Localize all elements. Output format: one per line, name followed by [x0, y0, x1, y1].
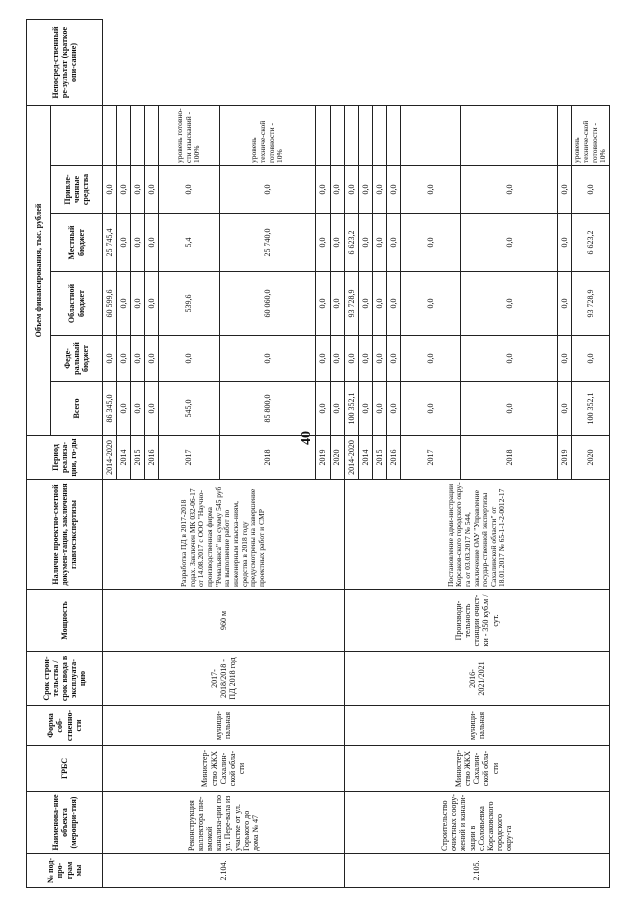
period-cell: 2014-2020 — [344, 436, 358, 480]
period-cell: 2019 — [558, 436, 572, 480]
attracted-cell: 0,0 — [117, 166, 131, 214]
total-cell: 0,0 — [358, 382, 372, 436]
object-docs: Постановление адми-нистрации Корсаков-ского городского окру-га от 03.03.2017 № 544, заключение ОАУ "Управление государ-ственной экспертизы Сахалинской области" от 18.01.2017 № 65-1-1-2-0012-17 — [344, 480, 609, 590]
total-cell: 0,0 — [316, 382, 330, 436]
period-cell: 2014 — [358, 436, 372, 480]
regional-cell: 93 728,9 — [344, 272, 358, 336]
header-num: № под-про-грам мы — [27, 854, 103, 888]
page-number: 40 — [299, 431, 314, 445]
object-number: 2.105. — [344, 854, 609, 888]
local-cell: 0,0 — [330, 214, 344, 272]
total-cell: 0,0 — [330, 382, 344, 436]
object-grbs: Министер-ство ЖКХ Сахалин-ской обла-сти — [103, 746, 345, 792]
local-cell: 5,4 — [159, 214, 219, 272]
period-cell: 2020 — [330, 436, 344, 480]
object-ownership: муници-пальная — [103, 706, 345, 746]
regional-cell: 0,0 — [461, 272, 558, 336]
object-name: Строительство очистных соору-жений и канали-зации в с.Соловьевка Корсаковского городского окру-га — [344, 792, 609, 854]
period-cell: 2017 — [159, 436, 219, 480]
header-attracted: Привле-ченные средства — [51, 166, 103, 214]
period-cell: 2016 — [386, 436, 400, 480]
period-cell: 2020 — [572, 436, 610, 480]
header-name: Наименова-ние объекта (меропри-тия) — [27, 792, 103, 854]
total-cell: 85 800,0 — [219, 382, 316, 436]
result-cell — [103, 106, 117, 166]
total-cell: 0,0 — [372, 382, 386, 436]
object-docs: Разработка ПД в 2017-2018 годах. Заключен МК 032-06-17 от 14.08.2017 с ООО "Научно-производственная фирма "Ремальянса" на сумму 545 руб на выполнение работ по инженерным изыска-ниям, средства в 2018 году предусмотрены на завершение проектных работ и СМР — [103, 480, 345, 590]
regional-cell: 0,0 — [145, 272, 159, 336]
regional-cell: 0,0 — [131, 272, 145, 336]
header-term: Срок строи-тельства / срок ввода в эксплуата-цию — [27, 652, 103, 706]
object-capacity: Производи-тельность станции очист-ки - 350 куб.м /сут. — [344, 590, 609, 652]
header-federal: Феде-ральный бюджет — [51, 336, 103, 382]
federal-cell: 0,0 — [103, 336, 117, 382]
attracted-cell: 0,0 — [386, 166, 400, 214]
period-cell: 2019 — [316, 436, 330, 480]
header-docs: Наличие проектно-сметной докумен-тации, заключения главгосэкспертизы — [27, 480, 103, 590]
regional-cell: 60 060,0 — [219, 272, 316, 336]
result-cell — [344, 106, 358, 166]
period-cell: 2016 — [145, 436, 159, 480]
total-cell: 86 345,0 — [103, 382, 117, 436]
regional-cell: 0,0 — [386, 272, 400, 336]
attracted-cell: 0,0 — [558, 166, 572, 214]
attracted-cell: 0,0 — [159, 166, 219, 214]
attracted-cell: 0,0 — [372, 166, 386, 214]
header-total: Всего — [51, 382, 103, 436]
period-cell: 2018 — [461, 436, 558, 480]
federal-cell: 0,0 — [372, 336, 386, 382]
total-cell: 545,0 — [159, 382, 219, 436]
federal-cell: 0,0 — [131, 336, 145, 382]
result-cell — [401, 106, 461, 166]
object-number: 2.104. — [103, 854, 345, 888]
object-capacity: 960 м — [103, 590, 345, 652]
total-cell: 0,0 — [117, 382, 131, 436]
federal-cell: 0,0 — [145, 336, 159, 382]
result-cell — [358, 106, 372, 166]
result-cell: уровень техниче-ской готовности - 10% — [572, 106, 610, 166]
total-cell: 0,0 — [401, 382, 461, 436]
result-cell — [145, 106, 159, 166]
rotated-table-wrapper — [26, 20, 610, 888]
period-cell: 2017 — [401, 436, 461, 480]
object-ownership: муници-пальная — [344, 706, 609, 746]
federal-cell: 0,0 — [461, 336, 558, 382]
local-cell: 25 740,0 — [219, 214, 316, 272]
local-cell: 0,0 — [386, 214, 400, 272]
regional-cell: 0,0 — [401, 272, 461, 336]
object-name: Реконструкция коллектора пне-вмокой канализа-ции по ул. Пере-вала из участке от ул. Горького до дома № 47 — [103, 792, 345, 854]
federal-cell: 0,0 — [344, 336, 358, 382]
attracted-cell: 0,0 — [316, 166, 330, 214]
header-capacity: Мощность — [27, 590, 103, 652]
total-cell: 0,0 — [131, 382, 145, 436]
total-cell: 100 352,1 — [572, 382, 610, 436]
federal-cell: 0,0 — [386, 336, 400, 382]
table-header — [27, 20, 103, 888]
federal-cell: 0,0 — [117, 336, 131, 382]
attracted-cell: 0,0 — [131, 166, 145, 214]
attracted-cell: 0,0 — [401, 166, 461, 214]
header-volume-group: Объем финансирования, тыс. рублей — [27, 106, 51, 436]
federal-cell: 0,0 — [358, 336, 372, 382]
federal-cell: 0,0 — [572, 336, 610, 382]
header-period: Период реализа-ции, го-ды — [27, 436, 103, 480]
object-term: 2016-2021/2021 — [344, 652, 609, 706]
financing-table — [26, 19, 610, 888]
result-cell — [558, 106, 572, 166]
total-cell: 0,0 — [558, 382, 572, 436]
total-cell: 0,0 — [145, 382, 159, 436]
result-cell: уровень техниче-ской готовности - 10% — [219, 106, 316, 166]
attracted-cell: 0,0 — [344, 166, 358, 214]
federal-cell: 0,0 — [558, 336, 572, 382]
local-cell: 0,0 — [145, 214, 159, 272]
local-cell: 25 745,4 — [103, 214, 117, 272]
header-regional: Областной бюджет — [51, 272, 103, 336]
period-cell: 2015 — [131, 436, 145, 480]
object-grbs: Министер-ство ЖКХ Сахалин-ской обла-сти — [344, 746, 609, 792]
total-cell: 100 352,1 — [344, 382, 358, 436]
attracted-cell: 0,0 — [103, 166, 117, 214]
table-row — [344, 20, 358, 888]
result-cell: уровень готовно-сти изысканий - 100% — [159, 106, 219, 166]
header-grbs: ГРБС — [27, 746, 103, 792]
attracted-cell: 0,0 — [572, 166, 610, 214]
period-cell: 2018 — [219, 436, 316, 480]
regional-cell: 539,6 — [159, 272, 219, 336]
local-cell: 0,0 — [316, 214, 330, 272]
regional-cell: 0,0 — [117, 272, 131, 336]
result-cell — [330, 106, 344, 166]
result-cell — [117, 106, 131, 166]
period-cell: 2014 — [117, 436, 131, 480]
regional-cell: 93 728,9 — [572, 272, 610, 336]
local-cell: 0,0 — [372, 214, 386, 272]
header-ownership: Форма соб-ственно-сти — [27, 706, 103, 746]
local-cell: 0,0 — [117, 214, 131, 272]
table-body — [103, 20, 610, 888]
local-cell: 0,0 — [131, 214, 145, 272]
regional-cell: 0,0 — [330, 272, 344, 336]
federal-cell: 0,0 — [219, 336, 316, 382]
header-local: Местный бюджет — [51, 214, 103, 272]
object-term: 2017-2018/2018 - ПД 2018 год — [103, 652, 345, 706]
federal-cell: 0,0 — [330, 336, 344, 382]
regional-cell: 0,0 — [316, 272, 330, 336]
attracted-cell: 0,0 — [358, 166, 372, 214]
local-cell: 0,0 — [461, 214, 558, 272]
result-cell — [131, 106, 145, 166]
result-cell — [372, 106, 386, 166]
header-result: Непосред-ственный ре-зультат (краткое опи-сание) — [27, 20, 103, 106]
federal-cell: 0,0 — [159, 336, 219, 382]
regional-cell: 0,0 — [558, 272, 572, 336]
result-cell — [386, 106, 400, 166]
regional-cell: 0,0 — [372, 272, 386, 336]
attracted-cell: 0,0 — [219, 166, 316, 214]
local-cell: 0,0 — [558, 214, 572, 272]
regional-cell: 0,0 — [358, 272, 372, 336]
period-cell: 2015 — [372, 436, 386, 480]
regional-cell: 60 599,6 — [103, 272, 117, 336]
attracted-cell: 0,0 — [330, 166, 344, 214]
local-cell: 6 623,2 — [572, 214, 610, 272]
result-cell — [461, 106, 558, 166]
period-cell: 2014-2020 — [103, 436, 117, 480]
local-cell: 0,0 — [358, 214, 372, 272]
result-cell — [316, 106, 330, 166]
total-cell: 0,0 — [386, 382, 400, 436]
federal-cell: 0,0 — [401, 336, 461, 382]
total-cell: 0,0 — [461, 382, 558, 436]
federal-cell: 0,0 — [316, 336, 330, 382]
local-cell: 0,0 — [401, 214, 461, 272]
table-row — [103, 20, 117, 888]
local-cell: 6 623,2 — [344, 214, 358, 272]
attracted-cell: 0,0 — [145, 166, 159, 214]
attracted-cell: 0,0 — [461, 166, 558, 214]
